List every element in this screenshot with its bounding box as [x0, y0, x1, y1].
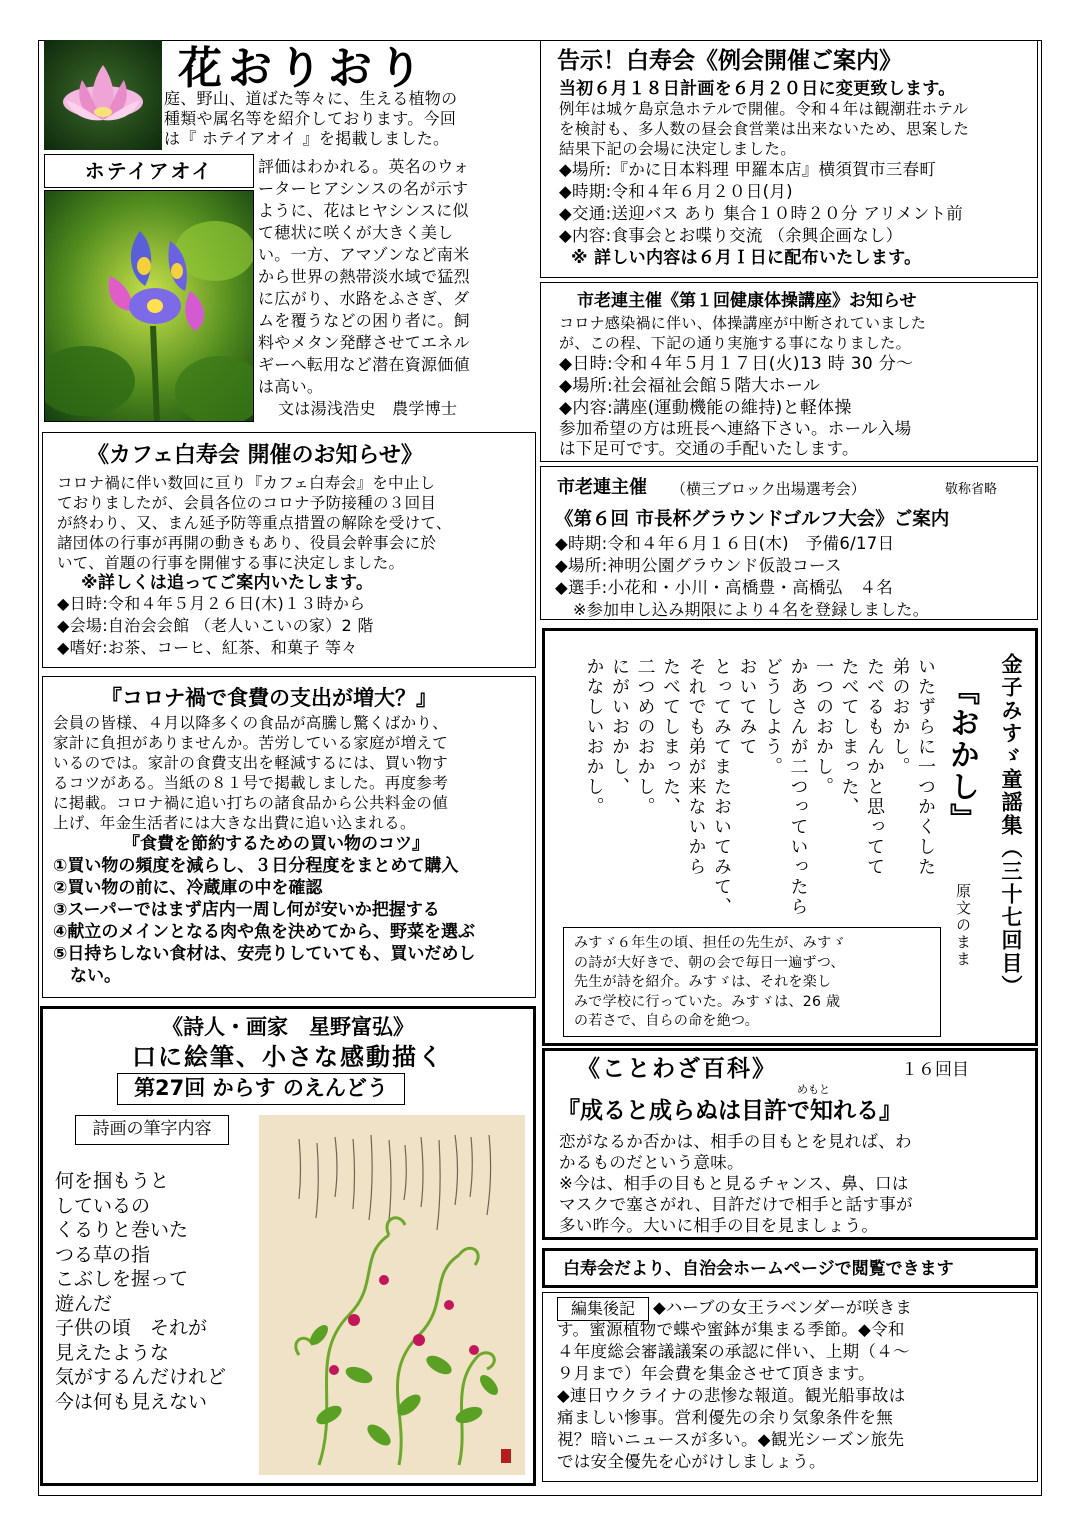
homepage-notice: [542, 1248, 1038, 1288]
notice-section: [540, 40, 1038, 278]
cafe-body-line: ておりましたが、会員各位のコロナ予防接種の３回目: [57, 494, 437, 512]
misuzu-poem-line: 二つめのおかし。: [634, 657, 656, 817]
poet-poem-line: しているの: [55, 1194, 151, 1217]
corona-body-line: 家計に負担がありませんか。苦労している家庭が増えて: [53, 734, 449, 752]
homepage-text: 白寿会だより、自治会ホームページで閲覧できます: [563, 1259, 954, 1279]
poet-poem-line: 見えたような: [55, 1341, 170, 1364]
hana-body-line: ーターヒアシンスの名が示す: [258, 179, 469, 198]
poet-poem-line: 今は何も見えない: [55, 1390, 208, 1413]
misuzu-poem: [580, 657, 937, 917]
corona-body-line: るコツがある。当紙の８１号で掲載しました。再度参考: [53, 774, 449, 792]
editorial-line: ９月まで）年会費を集金させて頂きます。: [557, 1364, 875, 1383]
editorial-line: 視？暗いニュースが多い。◆観光シーズン旅先: [557, 1430, 905, 1449]
misuzu-poem-line: たべるもんかと思ってて: [864, 657, 885, 877]
cafe-body-line: コロナ禍に伴い数回に亘り『カフェ白寿会』を中止し: [57, 474, 436, 492]
hana-body: [256, 154, 536, 422]
hana-body-line: 料やメタン発酵させてエネル: [258, 333, 470, 352]
hana-body-line: 評価はわかれる。英名のウォ: [258, 157, 470, 176]
health-item: ◆日時:令和４年５月１７日(火)13 時 30 分～: [559, 354, 914, 374]
corona-body-line: いるのでは。家計の食費支出を軽減するには、買い物す: [53, 754, 449, 772]
health-section: [540, 282, 1038, 462]
shiga-painting: [259, 1115, 525, 1475]
misuzu-poem-line: 一つのおかし。: [813, 657, 834, 797]
golf-item: ◆時期:令和４年６月１６日(木) 予備6/17日: [555, 534, 895, 553]
hana-body-line: に広がり、水路をふさぎ、ダ: [258, 289, 470, 308]
kotowaza-saying: 『成ると成らぬは目許で知れる』: [557, 1098, 902, 1124]
notice-item: ◆時期:令和４年６月２０日(月): [559, 182, 793, 201]
kotowaza-ruby: めもと: [797, 1083, 830, 1096]
misuzu-note-box: [563, 927, 941, 1037]
editorial-line: ４年度総会審議議案の承認に伴い、上期（４～: [557, 1342, 910, 1361]
hana-body-line: ムを覆うなどの困り者に。飼: [258, 311, 470, 330]
corona-section: [42, 676, 536, 998]
kotowaza-body-line: マスクで塞さがれ、目許だけで相手と話す事が: [559, 1195, 913, 1214]
golf-section: [540, 466, 1038, 620]
editorial-label: 編集後記: [557, 1297, 649, 1321]
golf-sub: （横三ブロック出場選考会）: [671, 480, 866, 498]
corona-tip: ②買い物の前に、冷蔵庫の中を確認: [53, 878, 323, 898]
editorial-line: ◆連日ウクライナの悲惨な報道。観光船事故は: [557, 1386, 906, 1405]
hana-intro-line: 庭、野山、道ばた等々に、生える植物の: [164, 89, 458, 108]
kotowaza-body-line: かるものだという意味。: [559, 1153, 744, 1172]
corona-tip: ④献立のメインとなる肉や魚を決めてから、野菜を選ぶ: [53, 922, 476, 942]
corona-tip: ない。: [53, 966, 121, 986]
misuzu-poem-line: いたずらに一つかくした: [915, 657, 936, 877]
golf-item: ◆選手:小花和・小川・高橋豊・高橋弘 ４名: [555, 578, 894, 597]
poet-poem-line: 子供の頃 それが: [55, 1317, 208, 1339]
poet-poem-line: 何を掴もうと: [55, 1170, 170, 1192]
misuzu-poem-line: にがいおかし、: [609, 657, 630, 797]
kotowaza-body-line: 恋がなるか否かは、相手の目もとを見れば、わ: [559, 1132, 912, 1151]
kotowaza-body-line: ※今は、相手の目もと見るチャンス、鼻、口は: [559, 1174, 909, 1193]
misuzu-title: 『おかし』: [944, 675, 979, 835]
poet-poem-line: 気がするんだけれど: [55, 1366, 227, 1388]
editorial-line: 痛ましい惨事。営利優先の余り気象条件を無: [557, 1408, 893, 1427]
poet-title: 《詩人・画家 星野富弘》: [162, 1015, 414, 1039]
notice-title: 告示！白寿会《例会開催ご案内》: [557, 48, 902, 74]
notice-body-line: を検討も、多人数の昼会食営業は出来ないため、思案した: [559, 120, 970, 138]
poet-poem-line: くるりと巻いた: [55, 1219, 189, 1241]
notice-note: ※ 詳しい内容は６月Ｉ日に配布いたします。: [571, 248, 922, 268]
hana-intro: [164, 89, 457, 149]
poet-label: 詩画の筆字内容: [75, 1115, 229, 1145]
golf-org: 市老連主催: [557, 477, 647, 498]
hyacinth-image: [44, 190, 254, 422]
hana-body-line: ように、花はヒヤシンスに似: [258, 201, 469, 220]
misuzu-poem-line: かあさんが二つっていったら: [787, 657, 809, 917]
poet-poem-line: こぶしを握って: [55, 1268, 189, 1290]
editorial-line: では安全優先を心がけしましょう。: [557, 1452, 826, 1471]
cafe-body-line: いて、首題の行事を開催する事に決定しました。: [57, 554, 405, 572]
editorial-line: す。蜜源植物で蝶や蜜鉢が集まる季節。◆令和: [557, 1320, 905, 1339]
misuzu-poem-line: それでも弟が来ないから: [685, 657, 707, 877]
editorial-section: [542, 1292, 1038, 1482]
health-title: 市老連主催《第１回健康体操講座》お知らせ: [577, 291, 917, 311]
poet-episode: 第27回 からす のえんどう: [117, 1073, 405, 1105]
misuzu-poem-line: おいてみて: [736, 657, 758, 757]
golf-item: ◆場所:神明公園グラウンド仮設コース: [555, 556, 842, 575]
health-item: ◆内容:講座(運動機能の維持)と軽体操: [559, 398, 852, 418]
plant-name-box: [44, 154, 254, 188]
notice-body-line: 例年は城ケ島京急ホテルで開催。令和４年は観潮荘ホテル: [559, 100, 969, 118]
notice-item: ◆場所:『かに日本料理 甲羅本店』横須賀市三春町: [559, 160, 937, 179]
health-item: ◆場所:社会福祉会館５階大ホール: [559, 376, 821, 396]
cafe-note: ※詳しくは追ってご案内いたします。: [81, 573, 374, 593]
health-body-line: コロナ感染禍に伴い、体操講座が中断されていました: [559, 314, 927, 332]
cafe-item: ◆会場:自治会会館 （老人いこいの家）2 階: [57, 616, 374, 635]
health-tail-line: 参加希望の方は班長へ連絡下さい。ホール入場: [559, 419, 912, 438]
notice-change: 当初６月１８日計画を６月２０日に変更致します。: [559, 79, 956, 99]
poet-poem-line: 遊んだ: [55, 1292, 113, 1315]
editorial-line: ◆ハーブの女王ラベンダーが咲きま: [653, 1298, 912, 1317]
notice-item: ◆交通:送迎バス あり 集合１０時２０分 アリメント前: [559, 204, 964, 223]
hana-body-line: から世界の熱帯淡水域で猛烈: [258, 267, 470, 286]
corona-tip: ③スーパーではまず店内一周し何が安いか把握する: [53, 900, 440, 920]
notice-body-line: 結果下記の会場に決定しました。: [559, 140, 797, 158]
misuzu-note-line: の若さで、自らの命を絶つ。: [574, 1013, 760, 1029]
misuzu-series: 金子みすゞ童謡集（三十七回目）: [999, 653, 1023, 998]
misuzu-poem-line: 弟のおかし。: [889, 657, 911, 777]
health-tail-line: は下足可です。交通の手配いたします。: [559, 439, 859, 458]
kotowaza-body-line: 多い昨今。大いに相手の目を見ましょう。: [559, 1216, 879, 1235]
corona-body-line: 上げ、年金生活者には大きな出費に追い込まれる。: [53, 814, 416, 832]
misuzu-note-line: 先生が詩を紹介。みすゞは、それを楽し: [574, 974, 832, 990]
notice-item: ◆内容:食事会とお喋り交流 （余興企画なし）: [559, 226, 903, 245]
golf-note: ※参加申し込み期限により４名を登録しました。: [573, 600, 930, 619]
lotus-image: [44, 40, 162, 150]
misuzu-note-line: みで学校に行っていた。みすゞは、26 歳: [574, 993, 841, 1010]
plant-name: ホテイアオイ: [84, 159, 214, 183]
corona-tip: ⑤日持ちしない食材は、安売りしていても、買いだめし: [53, 944, 476, 964]
corona-body-line: に掲載。コロナ禍に追い打ちの諸食品から公共料金の値: [53, 794, 449, 812]
misuzu-original: 原文のまま: [954, 883, 972, 968]
misuzu-note-line: の詩が大好きで、朝の会で毎日一遍ずつ、: [574, 954, 845, 971]
misuzu-poem-line: たべてしまった、: [838, 657, 860, 817]
poet-section: [40, 1006, 536, 1486]
hana-title: 花おりおり: [178, 43, 428, 94]
corona-tips-title: 『食費を節約するための買い物のコツ』: [123, 834, 429, 854]
hana-body-line: は高い。: [258, 377, 324, 396]
misuzu-poem-line: かなしいおかし。: [583, 657, 605, 817]
hana-body-line: て穂状に咲くが大きく美し: [258, 223, 454, 242]
kotowaza-count: １６回目: [901, 1060, 969, 1080]
misuzu-section: [542, 628, 1038, 1046]
hana-intro-line: は『 ホテイアオイ 』を掲載しました。: [164, 129, 450, 148]
cafe-item: ◆日時:令和４年５月２６日(木)１３時から: [57, 594, 366, 613]
poet-subtitle: 口に絵筆、小さな感動描く: [132, 1043, 444, 1071]
misuzu-poem-line: とってみてまたおいてみて、: [711, 657, 732, 917]
golf-title: 《第６回 市長杯グラウンドゴルフ大会》ご案内: [555, 509, 950, 530]
hana-body-line: ギーへ転用など潜在資源価値: [258, 355, 470, 374]
hana-author: 文は湯浅浩史 農学博士: [278, 399, 458, 418]
hana-intro-line: 種類や属名等を紹介しております。今回: [164, 109, 457, 128]
misuzu-poem-line: たべてしまった、: [660, 657, 681, 817]
misuzu-poem-line: どうしよう。: [762, 657, 783, 777]
cafe-body-line: 諸団体の行事が再開の動きもあり、役員会幹事会に於: [57, 534, 437, 552]
kotowaza-section: [542, 1048, 1038, 1240]
cafe-item: ◆嗜好:お茶、コーヒ、紅茶、和菓子 等々: [57, 638, 358, 657]
corona-body-line: 会員の皆様、４月以降多くの食品が高騰し驚くばかり、: [53, 714, 449, 732]
misuzu-note-line: みすゞ６年生の頃、担任の先生が、みすゞ: [574, 935, 846, 951]
poet-poem-line: つる草の指: [55, 1243, 151, 1266]
health-body-line: が、この程、下記の通り実施する事になりました。: [559, 334, 911, 352]
corona-tip: ①買い物の頻度を減らし、３日分程度をまとめて購入: [53, 856, 459, 876]
cafe-body-line: が終わり、又、まん延予防等重点措置の解除を受けて、: [57, 514, 452, 532]
hana-body-line: い。一方、アマゾンなど南米: [258, 245, 470, 264]
corona-title: 『コロナ禍で食費の支出が増大？』: [101, 686, 437, 710]
cafe-title: 《カフェ白寿会 開催のお知らせ》: [87, 443, 423, 468]
cafe-section: [42, 432, 536, 668]
kotowaza-title: 《ことわざ百科》: [577, 1056, 777, 1082]
golf-honorific: 敬称省略: [945, 482, 998, 497]
